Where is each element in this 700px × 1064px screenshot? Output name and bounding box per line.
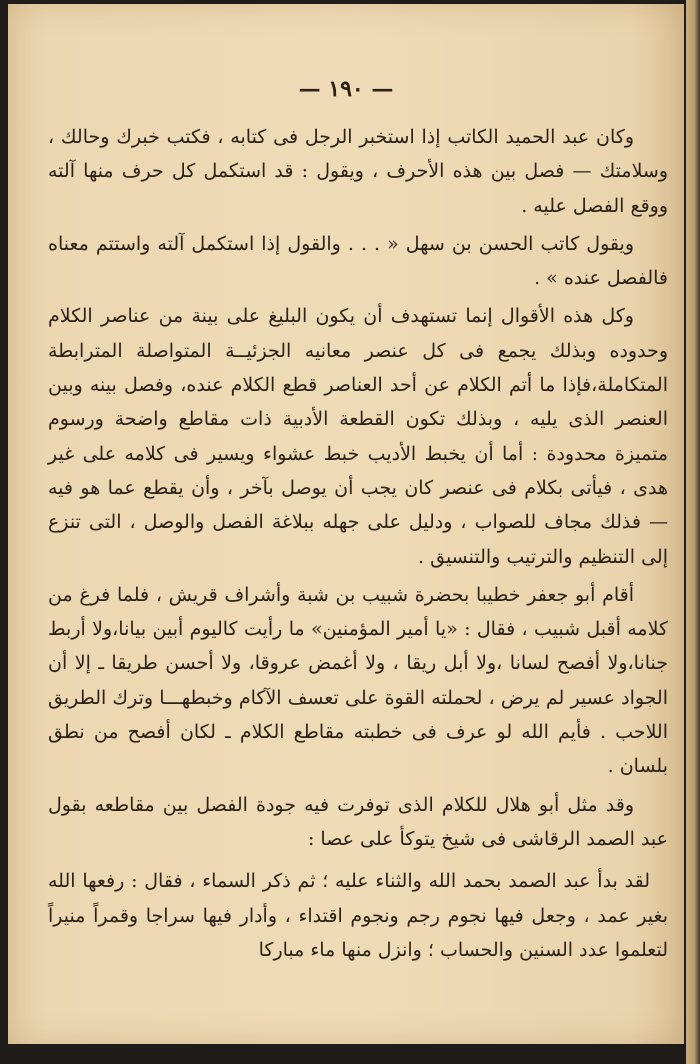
paragraph-hasan-ibn-sahl: ويقول كاتب الحسن بن سهل « . . . والقول إذا استكمل آلته واستتم معناه فالفصل عنده » .: [48, 232, 668, 290]
paragraph-abu-jafar: أقام أبو جعفر خطيبا بحضرة شبيب بن شبة وأشراف قريش ، فلما فرغ من كلامه أقبل شبيب ، فقال : «يا أمير المؤمنين» ما رأيت كاليوم أبين بيانا،ولا أربط جنانا،ولا أفصح لسانا ،ولا أبل ريقا ، ولا أغمض عروقا، ولا أحسن طريقا ـ إلا أن الجواد عسير لم يرض ، لحملته القوة على تعسف الآكام وخبطهـــا وترك الطريق اللاحب . فأيم الله لو عرف فى خطبته مقاطع الكلام ـ لكان أفصح من نطق بلسان .: [48, 583, 668, 778]
body-text: [48, 120, 668, 967]
adjacent-page-edge: [686, 0, 700, 1064]
book-page: [8, 4, 684, 1044]
paragraph-elements-of-speech: وكل هذه الأقوال إنما تستهدف أن يكون البليغ على بينة من عناصر الكلام وحدوده وبذلك يجمع فى كل عنصر معانيه الجزئيــة المتواصلة المترابطة المتكاملة،فإذا ما أتم الكلام عن أحد العناصر قطع الكلام عنده، وفصل بينه وبين العنصر الذى يليه ، وبذلك تكون القطعة الأدبية ذات مقاطع واضحة ورسوم متميزة محدودة : أما أن يخبط الأديب خبط عشواء ويسير فى كلامه على غير هدى ، فيأتى بكلام فى عنصر كان يجب أن يوصل بآخر ، وأن يقطع عما هو فيه — فذلك مجاف للصواب ، ودليل على جهله ببلاغة الفصل والوصل ، التى تنزع إلى التنظيم والترتيب والتنسيق .: [48, 305, 668, 568]
paragraph-abu-hilal: وقد مثل أبو هلال للكلام الذى توفرت فيه جودة الفصل بين مقاطعه بقول عبد الصمد الرقاشى فى شيخ يتوكأ على عصا :: [48, 793, 668, 850]
page-number: — ١٩٠ —: [298, 76, 394, 102]
paragraph-abd-al-hamid: وكان عبد الحميد الكاتب إذا استخبر الرجل فى كتابه ، فكتب خبرك وحالك ، وسلامتك — فصل بين هذه الأحرف ، ويقول : قد استكمل كل حرف منها آلته ووقع الفصل عليه .: [48, 126, 668, 217]
quoted-passage: لقد بدأ عبد الصمد بحمد الله والثناء عليه ؛ ثم ذكر السماء ، فقال : رفعها الله بغير عمد ، وجعل فيها نجوم رجم ونجوم اقتداء ، وأدار فيها سراجا وقمراً منيراً لتعلموا عدد السنين والحساب ؛ وانزل منها ماء مباركا: [48, 870, 668, 961]
